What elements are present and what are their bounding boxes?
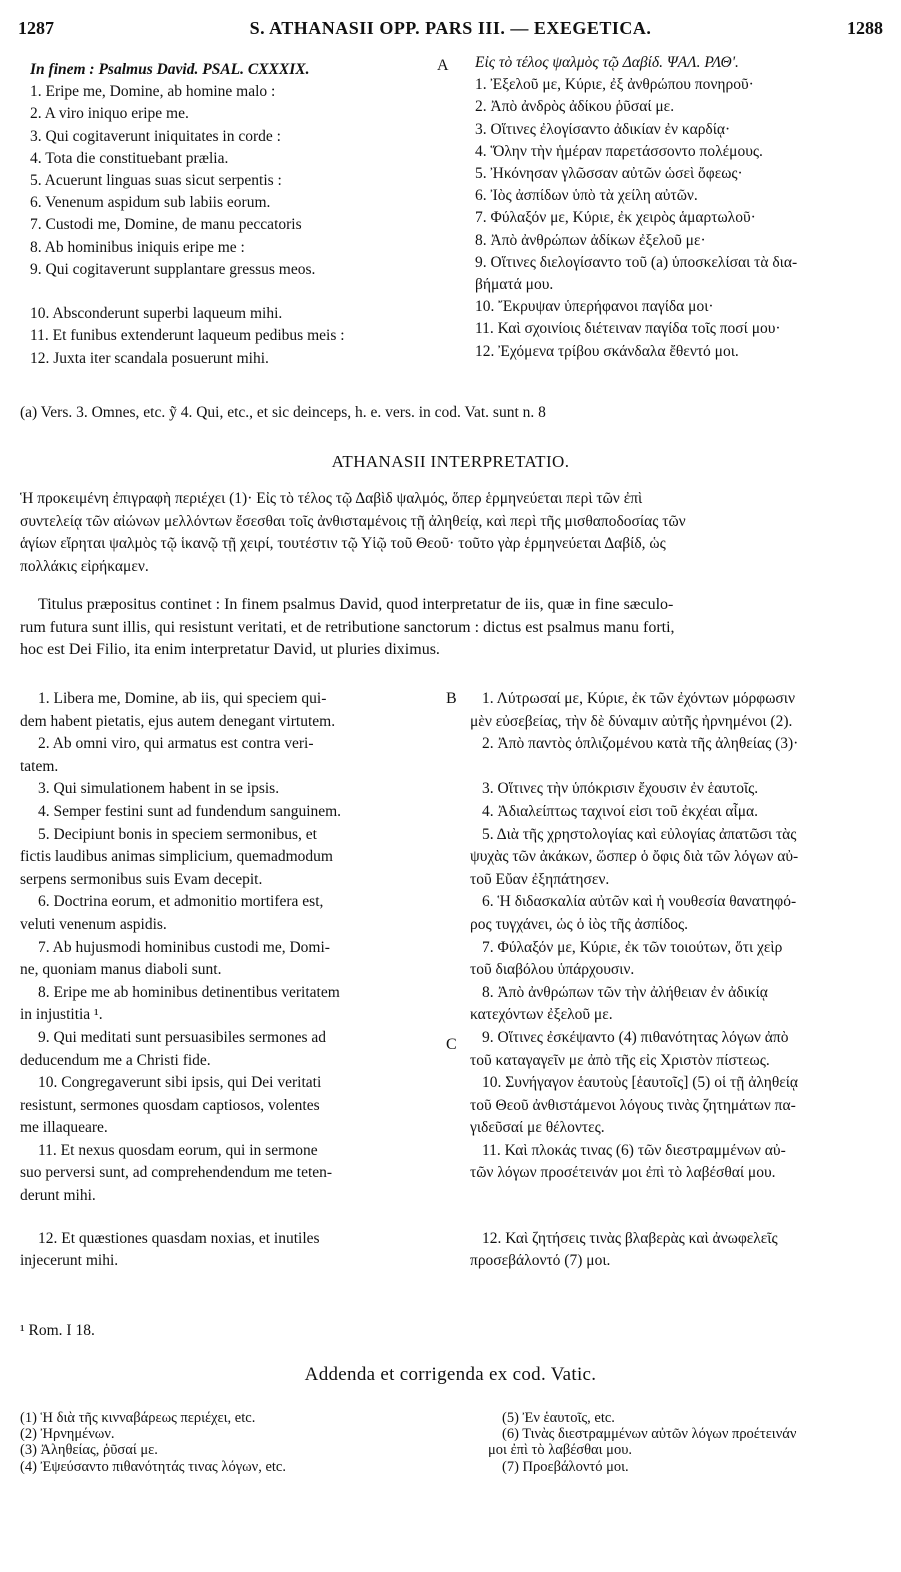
- margin-marker-c: C: [446, 1036, 457, 1053]
- interpretation-line-latin: ne, quoniam manus diaboli sunt.: [20, 961, 222, 979]
- addenda-entry: (7) Προεβάλοντό μοι.: [502, 1458, 629, 1475]
- interpretation-verse-latin: [20, 1072, 450, 1140]
- interpretation-line-greek: κατεχόντων ἐξελοῦ με.: [470, 1006, 613, 1024]
- page-number-right: 1288: [847, 18, 883, 38]
- interpretation-line-latin: derunt mihi.: [20, 1187, 96, 1205]
- psalm-verse-greek: 9. Οἵτινες διελογίσαντο τοῦ (a) ὑποσκελίσαι τὰ δια-: [475, 253, 798, 271]
- latin-intro-line: Titulus præpositus continet : In finem psalmus David, quod interpretatur de iis, quæ in fine sæculo-: [38, 596, 674, 613]
- psalm-verse-latin: 10. Absconderunt superbi laqueum mihi.: [30, 305, 283, 323]
- interpretation-line-latin: resistunt, sermones quosdam captiosos, volentes: [20, 1096, 320, 1114]
- interpretation-line-greek: τοῦ διαβόλου ὑπάρχουσιν.: [470, 961, 635, 979]
- spacer: [470, 756, 888, 779]
- running-header: [18, 18, 883, 44]
- margin-marker-a: A: [437, 57, 449, 74]
- interpretation-verse-latin: [20, 1027, 450, 1072]
- interpretation-line-latin: 10. Congregaverunt sibi ipsis, qui Dei veritati: [38, 1074, 322, 1092]
- interpretation-verse-latin: [20, 891, 450, 936]
- interpretation-line-greek: τῶν λόγων προσέτεινάν μοι ἐπὶ τὸ λαβέσθαί μου.: [470, 1164, 776, 1182]
- interpretation-line-latin: dem habent pietatis, ejus autem denegant virtutem.: [20, 712, 336, 730]
- interpretation-verse-latin: [20, 982, 450, 1027]
- interpretation-line-latin: 8. Eripe me ab hominibus detinentibus veritatem: [38, 983, 340, 1001]
- interpretation-verse-latin: [20, 1228, 450, 1273]
- psalm-verse-latin: 3. Qui cogitaverunt iniquitates in corde :: [30, 127, 281, 145]
- note-a: (a) Vers. 3. Omnes, etc. ỹ 4. Qui, etc., et sic deinceps, h. e. vers. in cod. Vat. sunt n. 8: [20, 404, 546, 421]
- interpretation-verse-greek: [470, 1140, 888, 1208]
- psalm-verse-latin: 4. Tota die constituebant prælia.: [30, 149, 229, 167]
- interpretation-line-latin: serpens sermonibus suis Evam decepit.: [20, 870, 263, 888]
- interpretation-verse-latin: [20, 801, 450, 824]
- psalm-verse-latin: 11. Et funibus extenderunt laqueum pedibus meis :: [30, 327, 345, 345]
- interpretation-line-greek: 2. Ἀπὸ παντὸς ὁπλιζομένου κατὰ τῆς ἀληθείας (3)·: [482, 735, 799, 753]
- psalm-verse-latin: 1. Eripe me, Domine, ab homine malo :: [30, 83, 276, 101]
- interpretation-line-greek: 9. Οἵτινες ἐσκέψαντο (4) πιθανότητας λόγων ἀπὸ: [482, 1028, 789, 1046]
- interpretation-line-latin: 12. Et quæstiones quasdam noxias, et inutiles: [38, 1229, 320, 1247]
- interpretation-verse-latin: [20, 778, 450, 801]
- spacer: [20, 1208, 450, 1228]
- interpretation-line-latin: 11. Et nexus quosdam eorum, qui in sermone: [38, 1141, 318, 1159]
- addenda-left-column: [20, 1410, 460, 1475]
- psalm-verse-latin: 5. Acuerunt linguas suas sicut serpentis :: [30, 172, 282, 190]
- psalm-verse-greek: 4. Ὅλην τὴν ἡμέραν παρετάσσοντο πολέμους.: [475, 142, 763, 160]
- interpretation-line-latin: 1. Libera me, Domine, ab iis, qui speciem qui-: [38, 690, 327, 707]
- interpretation-verse-greek: [470, 733, 888, 778]
- psalm-verse-latin: [30, 281, 430, 303]
- psalm-verse-latin: 9. Qui cogitaverunt supplantare gressus meos.: [30, 260, 316, 278]
- interpretation-line-greek: 5. Διὰ τῆς χρηστολογίας καὶ εὐλογίας ἀπατῶσι τὰς: [482, 825, 797, 843]
- psalm-verse-latin: 12. Juxta iter scandala posuerunt mihi.: [30, 349, 269, 367]
- interpretation-line-greek: 11. Καὶ πλοκάς τινας (6) τῶν διεστραμμένων αὐ-: [482, 1141, 786, 1159]
- interpretation-line-greek: τοῦ καταγαγεῖν με ἀπὸ τῆς εἰς Χριστὸν πίστεως.: [470, 1051, 770, 1069]
- interpretation-line-latin: fictis laudibus animas simplicium, quemadmodum: [20, 848, 333, 866]
- greek-intro-line: Ἡ προκειμένη ἐπιγραφὴ περιέχει (1)· Εἰς τὸ τέλος τῷ Δαβὶδ ψαλμός, ὅπερ ἑρμηνεύεται περὶ τῶν ἐπὶ: [20, 490, 643, 507]
- interpretation-line-latin: deducendum me a Christi fide.: [20, 1051, 211, 1069]
- latin-intro-line: hoc est Dei Filio, ita enim interpretatur David, ut pluries diximus.: [20, 641, 440, 658]
- interpretation-line-latin: in injustitia ¹.: [20, 1006, 103, 1024]
- interpretation-line-latin: 9. Qui meditati sunt persuasibiles sermones ad: [38, 1028, 326, 1046]
- interpretation-line-latin: injecerunt mihi.: [20, 1252, 119, 1270]
- footnote: ¹ Rom. I 18.: [20, 1322, 95, 1339]
- interpretation-line-greek: 12. Καὶ ζητήσεις τινὰς βλαβερὰς καὶ ἀνωφελεῖς: [482, 1229, 778, 1247]
- psalm-verse-greek: 2. Ἀπὸ ἀνδρὸς ἀδίκου ῥῦσαί με.: [475, 98, 675, 116]
- psalm-verse-greek: 10. Ἔκρυψαν ὑπερήφανοι παγίδα μοι·: [475, 298, 714, 316]
- psalm-greek-column: [475, 52, 887, 363]
- interpretation-line-latin: 5. Decipiunt bonis in speciem sermonibus, et: [38, 825, 317, 843]
- psalm-verse-latin: 6. Venenum aspidum sub labiis eorum.: [30, 194, 271, 212]
- interpretation-verse-greek: [470, 937, 888, 982]
- greek-intro-line: ἁγίων εἴρηται ψαλμὸς τῷ ἱκανῷ τῇ χειρί, τουτέστιν τῷ Υἱῷ τοῦ Θεοῦ· τοῦτο γὰρ ἑρμηνεύεται Δαβίδ, ὡς: [20, 535, 666, 552]
- addenda-entry: (6) Τινὰς διεστραμμένων αὐτῶν λόγων προέτεινάν: [502, 1426, 797, 1443]
- interpretation-verse-latin: [20, 937, 450, 982]
- greek-intro-line: πολλάκις εἰρήκαμεν.: [20, 557, 149, 575]
- latin-intro-line: rum futura sunt illis, qui resistunt veritati, et de retributione sanctorum : dictus est psalmus manu forti,: [20, 618, 675, 636]
- spacer: [470, 1208, 888, 1228]
- interpretation-verse-greek: [470, 688, 888, 733]
- interpretation-greek-column: [470, 688, 888, 1273]
- addenda-entry: μοι ἐπὶ τὸ λαβέσθαι μου.: [488, 1442, 632, 1459]
- psalm-verse-greek: 7. Φύλαξόν με, Κύριε, ἐκ χειρὸς ἁμαρτωλοῦ·: [475, 209, 756, 227]
- interpretation-line-latin: suo perversi sunt, ad comprehendendum me teten-: [20, 1164, 333, 1182]
- page-number-left: 1287: [18, 18, 54, 38]
- interpretation-verse-greek: [470, 778, 888, 801]
- addenda-entry: (4) Ἐψεύσαντο πιθανότητάς τινας λόγων, etc.: [20, 1458, 286, 1475]
- interpretation-line-latin: tatem.: [20, 757, 59, 775]
- interpretation-verse-latin: [20, 1140, 450, 1208]
- interpretation-line-latin: veluti venenum aspidis.: [20, 915, 167, 933]
- interpretation-verse-greek: [470, 891, 888, 936]
- interpretation-verse-greek: [470, 1027, 888, 1072]
- interpretation-line-greek: 7. Φύλαξόν με, Κύριε, ἐκ τῶν τοιούτων, ὅτι χεὶρ: [482, 938, 783, 956]
- interpretation-latin-column: [20, 688, 450, 1273]
- addenda-entry: (3) Ἀληθείας, ῥῦσαί με.: [20, 1442, 158, 1459]
- interpretation-line-latin: 6. Doctrina eorum, et admonitio mortifera est,: [38, 893, 324, 911]
- interpretation-line-greek: 1. Λύτρωσαί με, Κύριε, ἐκ τῶν ἐχόντων μόρφωσιν: [482, 690, 795, 707]
- interpretation-line-greek: 6. Ἡ διδασκαλία αὐτῶν καὶ ἡ νουθεσία θανατηφό-: [482, 893, 797, 911]
- interpretation-line-latin: 2. Ab omni viro, qui armatus est contra veri-: [38, 735, 314, 753]
- psalm-verse-greek: βήματά μου.: [475, 276, 554, 294]
- interpretation-verse-greek: [470, 801, 888, 824]
- interpretation-line-greek: γιδεῦσαί με θέλοντες.: [470, 1119, 605, 1137]
- psalm-verse-latin: 8. Ab hominibus iniquis eripe me :: [30, 238, 245, 256]
- interpretation-line-greek: τοῦ Εὔαν ἐξηπάτησεν.: [470, 870, 610, 888]
- psalm-verse-greek: 11. Καὶ σχοινίοις διέτειναν παγίδα τοῖς ποσί μου·: [475, 320, 781, 338]
- interpretation-line-latin: 7. Ab hujusmodi hominibus custodi me, Domi-: [38, 938, 330, 956]
- spacer: [470, 1185, 888, 1208]
- interpretation-line-greek: μὲν εὐσεβείας, τὴν δὲ δύναμιν αὐτῆς ἠρνημένοι (2).: [470, 712, 793, 730]
- greek-intro-line: συντελείᾳ τῶν αἰώνων μελλόντων ἔσεσθαι τοῖς ἀνθισταμένοις τῇ ἀληθείᾳ, καὶ περὶ τῆς μισθαποδοσίας τῶν: [20, 512, 686, 530]
- addenda-entry: (2) Ἠρνημένων.: [20, 1426, 115, 1443]
- interpretation-verse-greek: [470, 982, 888, 1027]
- interpretation-line-greek: 4. Ἀδιαλείπτως ταχινοί εἰσι τοῦ ἐκχέαι αἷμα.: [482, 802, 759, 820]
- interpretation-verse-latin: [20, 824, 450, 892]
- addenda-entry: (5) Ἐν ἑαυτοῖς, etc.: [502, 1410, 615, 1426]
- interpretation-line-greek: προσεβάλοντό (7) μοι.: [470, 1252, 611, 1270]
- psalm-verse-greek: 6. Ἰὸς ἀσπίδων ὑπὸ τὰ χείλη αὐτῶν.: [475, 187, 698, 205]
- psalm-title-latin: In finem : Psalmus David. PSAL. CXXXIX.: [30, 61, 310, 78]
- addenda-title: Addenda et corrigenda ex cod. Vatic.: [304, 1364, 597, 1385]
- interpretation-line-greek: τοῦ Θεοῦ ἀνθιστάμενοι λόγους τινὰς ζητημάτων πα-: [470, 1096, 796, 1114]
- section-title: ATHANASII INTERPRETATIO.: [331, 452, 570, 471]
- psalm-verse-latin: 2. A viro iniquo eripe me.: [30, 105, 189, 123]
- psalm-latin-column: [30, 59, 430, 370]
- interpretation-line-latin: 3. Qui simulationem habent in se ipsis.: [38, 780, 280, 798]
- interpretation-line-greek: 10. Συνήγαγον ἑαυτοὺς [ἑαυτοῖς] (5) οἱ τῇ ἀληθείᾳ: [482, 1074, 799, 1092]
- interpretation-line-greek: ρος τυγχάνει, ὡς ὁ ἰὸς τῆς ἀσπίδος.: [470, 915, 689, 933]
- interpretation-verse-latin: [20, 733, 450, 778]
- interpretation-verse-greek: [470, 824, 888, 892]
- psalm-verse-greek: 5. Ἠκόνησαν γλῶσσαν αὐτῶν ὡσεὶ ὄφεως·: [475, 165, 743, 183]
- latin-intro-paragraph: [20, 594, 886, 662]
- addenda-entry: (1) Ἡ διὰ τῆς κινναβάρεως περιέχει, etc.: [20, 1410, 256, 1426]
- psalm-title-greek: Εἰς τὸ τέλος ψαλμὸς τῷ Δαβίδ. ΨΑΛ. ΡΛΘ'.: [475, 54, 739, 71]
- interpretation-line-latin: 4. Semper festini sunt ad fundendum sanguinem.: [38, 802, 342, 820]
- interpretation-line-greek: ψυχὰς τῶν ἀκάκων, ὥσπερ ὁ ὄφις διὰ τῶν λόγων αὐ-: [470, 848, 799, 866]
- interpretation-verse-latin: [20, 688, 450, 733]
- interpretation-line-latin: me illaqueare.: [20, 1119, 108, 1137]
- greek-intro-paragraph: [20, 488, 886, 578]
- psalm-verse-greek: 8. Ἀπὸ ἀνθρώπων ἀδίκων ἐξελοῦ με·: [475, 231, 706, 249]
- interpretation-verse-greek: [470, 1228, 888, 1273]
- interpretation-line-greek: 3. Οἵτινες τὴν ὑπόκρισιν ἔχουσιν ἐν ἑαυτοῖς.: [482, 780, 759, 798]
- addenda-right-column: [488, 1410, 888, 1475]
- psalm-verse-latin: 7. Custodi me, Domine, de manu peccatoris: [30, 216, 302, 234]
- psalm-verse-greek: 3. Οἵτινες ἐλογίσαντο ἀδικίαν ἐν καρδίᾳ·: [475, 120, 731, 138]
- psalm-verse-greek: 12. Ἐχόμενα τρίβου σκάνδαλα ἔθεντό μοι.: [475, 342, 739, 360]
- interpretation-line-greek: 8. Ἀπὸ ἀνθρώπων τῶν τὴν ἀλήθειαν ἐν ἀδικίᾳ: [482, 983, 768, 1001]
- psalm-verse-greek: 1. Ἐξελοῦ με, Κύριε, ἐξ ἀνθρώπου πονηροῦ·: [475, 76, 754, 94]
- running-title: S. ATHANASII OPP. PARS III. — EXEGETICA.: [249, 18, 652, 38]
- interpretation-verse-greek: [470, 1072, 888, 1140]
- margin-marker-b: B: [446, 690, 457, 707]
